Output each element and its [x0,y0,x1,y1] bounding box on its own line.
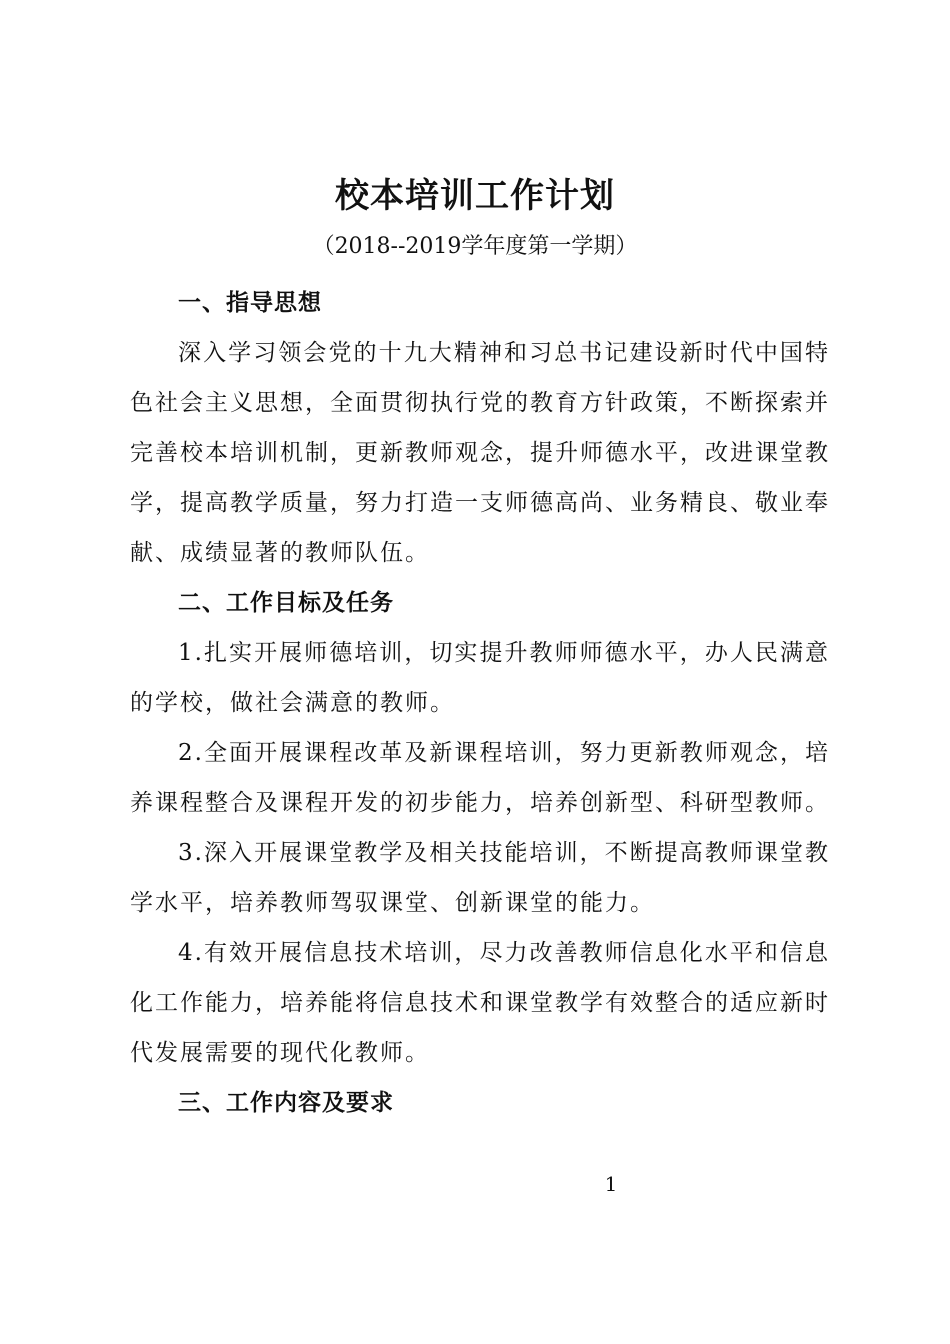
paragraph-goal-2: 2.全面开展课程改革及新课程培训，努力更新教师观念，培养课程整合及课程开发的初步能力，培养创新型、科研型教师。 [130,740,830,816]
section-heading-content-requirements: 三、工作内容及要求 [178,1090,394,1116]
paragraph-guiding-ideology: 深入学习领会党的十九大精神和习总书记建设新时代中国特色社会主义思想，全面贯彻执行党的教育方针政策，不断探索并完善校本培训机制，更新教师观念，提升师德水平，改进课堂教学，提高教学质量，努力打造一支师德高尚、业务精良、敬业奉献、成绩显著的教师队伍。 [130,340,830,566]
paragraph-goal-4: 4.有效开展信息技术培训，尽力改善教师信息化水平和信息化工作能力，培养能将信息技术和课堂教学有效整合的适应新时代发展需要的现代化教师。 [130,940,830,1066]
document-title: 校本培训工作计划 [335,176,615,216]
section-heading-guiding-ideology: 一、指导思想 [178,290,322,316]
paragraph-goal-1: 1.扎实开展师德培训，切实提升教师师德水平，办人民满意的学校，做社会满意的教师。 [130,640,830,716]
document-body [130,278,830,1128]
page-number: 1 [604,1172,618,1196]
document-subtitle: （2018--2019学年度第一学期） [312,234,638,259]
section-heading-goals-tasks: 二、工作目标及任务 [178,590,394,616]
paragraph-goal-3: 3.深入开展课堂教学及相关技能培训，不断提高教师课堂教学水平，培养教师驾驭课堂、创新课堂的能力。 [130,840,830,916]
